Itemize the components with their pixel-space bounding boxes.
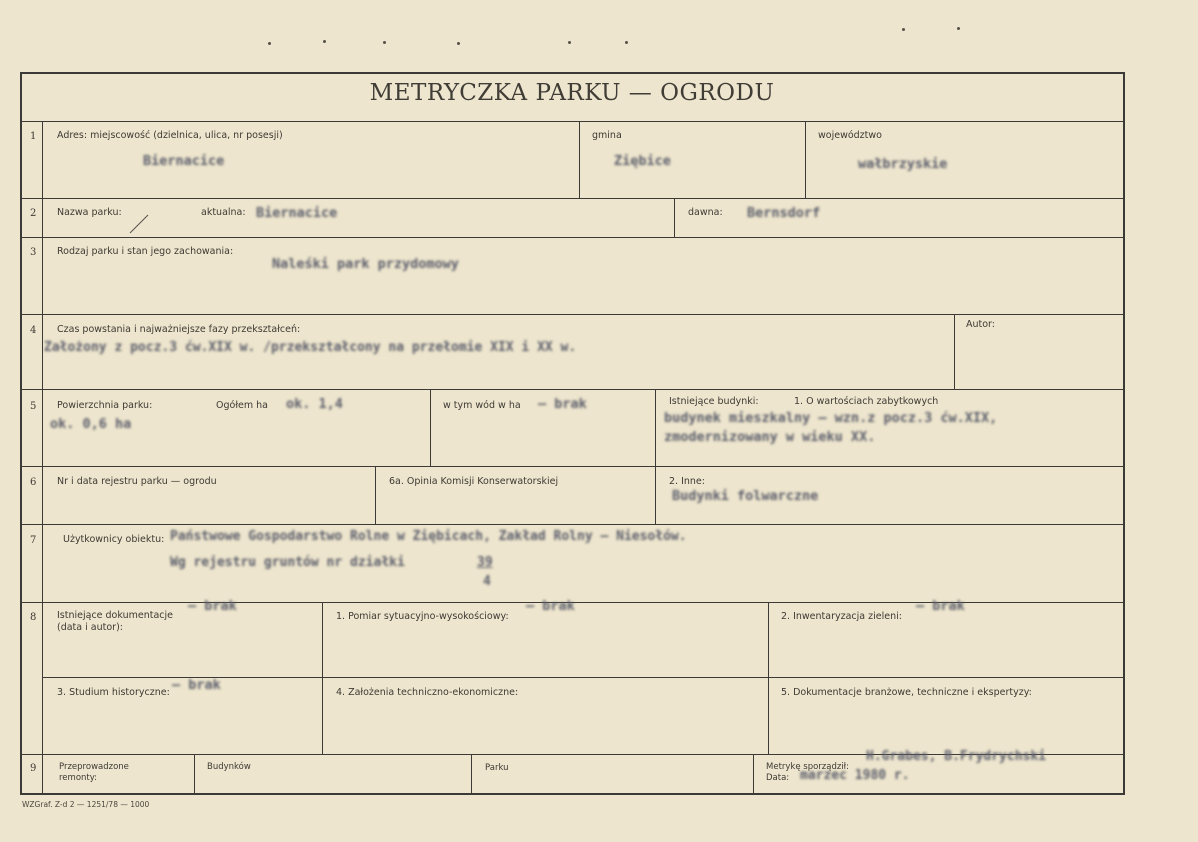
row-line-5 — [20, 466, 1125, 467]
park-name-label: Nazwa parku: — [57, 207, 122, 218]
divider-8b — [768, 603, 769, 754]
heritage-buildings-value-1: budynek mieszkalny – wzn.z pocz.3 ćw.XIX, — [664, 410, 998, 426]
divider-8a — [322, 603, 323, 754]
users-value: Państwowe Gospodarstwo Rolne w Ziębicach, Zakład Rolny – Niesołów. — [170, 529, 687, 544]
voivodeship-label: województwo — [818, 130, 882, 141]
divider-6a — [375, 467, 376, 524]
record-made-label: Metrykę sporządził: — [766, 762, 849, 772]
frame-left — [20, 72, 22, 795]
author-label: Autor: — [966, 319, 995, 330]
water-area-value: – brak — [538, 396, 587, 412]
docs-value: – brak — [188, 598, 237, 614]
divider-4 — [954, 315, 955, 389]
row-line-4 — [20, 389, 1125, 390]
date-value: marzec 1980 r. — [800, 768, 910, 783]
number-column-divider — [42, 122, 43, 793]
section-number-7: 7 — [30, 535, 37, 546]
heritage-buildings-value-2: zmodernizowany w wieku XX. — [664, 429, 876, 445]
plots-numerator: 39 — [477, 555, 493, 570]
current-name-label: aktualna: — [201, 207, 246, 218]
total-area-value: ok. 1,4 — [286, 396, 343, 412]
plots-value: Wg rejestru gruntów nr działki — [170, 555, 405, 570]
users-label: Użytkownicy obiektu: — [63, 534, 165, 545]
other-buildings-label: 2. Inne: — [669, 476, 705, 487]
current-name-value: Biernacice — [256, 205, 338, 221]
divider-2 — [674, 199, 675, 237]
date-label: Data: — [766, 773, 790, 783]
divider-6b — [655, 467, 656, 524]
section-number-4: 4 — [30, 325, 37, 336]
print-footer: WZGraf. Z-d 2 — 1251/78 — 1000 — [22, 800, 150, 809]
docs-label-1: Istniejące dokumentacje — [57, 610, 173, 621]
existing-buildings-label: Istniejące budynki: — [669, 396, 759, 407]
area-extra-value: ok. 0,6 ha — [50, 416, 132, 432]
frame-bottom — [20, 793, 1125, 795]
plots-denominator: 4 — [483, 574, 491, 589]
survey-value: – brak — [526, 598, 575, 614]
renovations-park-label: Parku — [485, 763, 509, 773]
park-type-value: Naleśki park przydomowy — [272, 256, 459, 272]
water-area-label: w tym wód w ha — [443, 400, 521, 411]
address-label: Adres: miejscowość (dzielnica, ulica, nr posesji) — [57, 130, 283, 141]
section-number-9: 9 — [30, 763, 37, 774]
creation-time-label: Czas powstania i najważniejsze fazy przekształceń: — [57, 324, 301, 335]
inventory-label: 2. Inwentaryzacja zieleni: — [781, 611, 902, 622]
divider-9a — [194, 755, 195, 793]
page-title: METRYCZKA PARKU — OGRODU — [369, 80, 775, 106]
section-number-6: 6 — [30, 477, 37, 488]
park-area-label: Powierzchnia parku: — [57, 400, 153, 411]
record-made-value: H.Grabes, B.Frydrychski — [866, 749, 1047, 764]
pen-mark — [128, 213, 152, 235]
renovations-buildings-label: Budynków — [207, 762, 251, 772]
address-value: Biernacice — [143, 153, 225, 169]
divider-9c — [753, 755, 754, 793]
row-line-3 — [20, 314, 1125, 315]
row-line-6 — [20, 524, 1125, 525]
section-number-3: 3 — [30, 247, 37, 258]
row-line-title — [20, 121, 1125, 122]
survey-label: 1. Pomiar sytuacyjno-wysokościowy: — [336, 611, 509, 622]
divider-1b — [805, 122, 806, 198]
section-number-8: 8 — [30, 612, 37, 623]
frame-right — [1123, 72, 1125, 795]
gmina-value: Ziębice — [614, 153, 671, 169]
inventory-value: – brak — [916, 598, 965, 614]
section-number-1: 1 — [30, 131, 37, 142]
section-number-2: 2 — [30, 208, 37, 219]
branch-docs-label: 5. Dokumentacje branżowe, techniczne i ekspertyzy: — [781, 687, 1032, 698]
park-type-label: Rodzaj parku i stan jego zachowania: — [57, 246, 234, 257]
heritage-buildings-label: 1. O wartościach zabytkowych — [794, 396, 939, 407]
history-study-label: 3. Studium historyczne: — [57, 687, 170, 698]
divider-5b — [655, 390, 656, 466]
frame-top — [20, 72, 1125, 74]
divider-5a — [430, 390, 431, 466]
other-buildings-value: Budynki folwarczne — [672, 488, 819, 504]
paper-specks — [0, 0, 1198, 60]
docs-label-2: (data i autor): — [57, 622, 123, 633]
divider-9b — [471, 755, 472, 793]
commission-opinion-label: 6a. Opinia Komisji Konserwatorskiej — [389, 476, 559, 487]
renovations-label-2: remonty: — [59, 773, 98, 783]
tech-econ-label: 4. Założenia techniczno-ekonomiczne: — [336, 687, 519, 698]
gmina-label: gmina — [592, 130, 622, 141]
row-line-1 — [20, 198, 1125, 199]
total-area-label: Ogółem ha — [216, 400, 268, 411]
register-label: Nr i data rejestru parku — ogrodu — [57, 476, 217, 487]
divider-1a — [579, 122, 580, 198]
voivodeship-value: wałbrzyskie — [858, 156, 948, 172]
row-line-2 — [20, 237, 1125, 238]
former-name-label: dawna: — [688, 207, 723, 218]
renovations-label-1: Przeprowadzone — [59, 762, 129, 772]
history-study-value: – brak — [172, 677, 221, 693]
creation-time-value: Założony z pocz.3 ćw.XIX w. /przekształcony na przełomie XIX i XX w. — [44, 340, 577, 355]
former-name-value: Bernsdorf — [747, 205, 821, 221]
section-number-5: 5 — [30, 401, 37, 412]
